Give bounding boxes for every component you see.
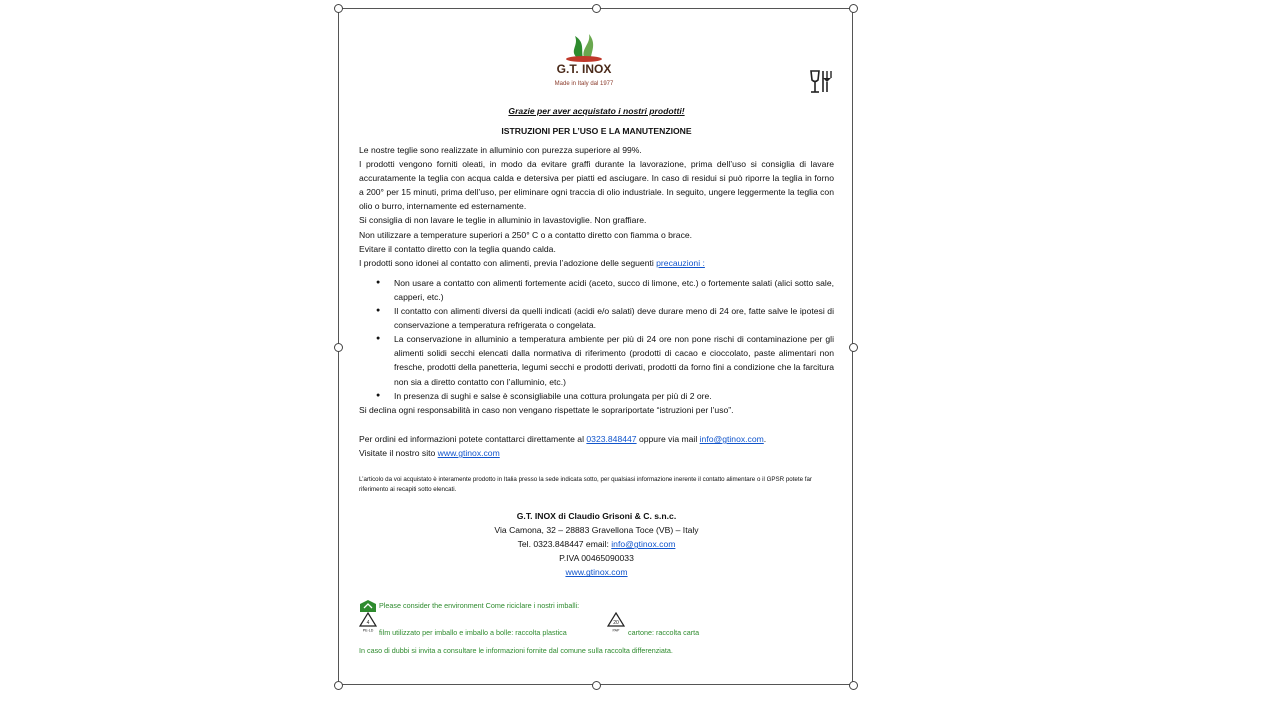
precautions-link: precauzioni : [656,257,705,268]
list-item: ● In presenza di sughi e salse è sconsigliabile una cottura prolungata per più di 2 ore. [394,389,834,403]
company-name: G.T. INOX di Claudio Grisoni & C. s.n.c. [516,511,677,521]
food-contact-icon [807,68,835,96]
eco-truck-icon [359,599,377,613]
resize-handle-top-right[interactable] [849,4,858,13]
recycling-header: Please consider the environment Come riciclare i nostri imballi: [359,599,834,613]
company-logo [539,30,629,90]
recycle-pe-ld-icon [359,612,377,632]
recycle-pap-icon [607,612,625,632]
website-link[interactable]: www.gtinox.com [437,448,500,459]
paragraph: Le nostre teglie sono realizzate in alluminio con purezza superiore al 99%. [359,145,642,155]
company-address: Via Camona, 32 – 28883 Gravellona Toce (VB) – Italy [494,525,699,536]
precautions-list [359,276,834,403]
phone-link[interactable]: 0323.848447 [586,434,637,444]
list-item: ● La conservazione in alluminio a temperatura ambiente per più di 24 ore non pone rischi di contaminazione per gli alimenti solidi secchi elencati dalla normativa di riferimento (prodotti di cacao e cioccolato, paste alimentari non fresche, prodotti della panetteria, legumi secchi e prodotti derivati, prodotti da forno fini a condizione che la farcitura non sia a diretto contatto con l’alluminio, etc.) [394,332,834,388]
contact-info: Per ordini ed informazioni potete contattarci direttamente al 0323.848447 oppure via mail info@gtinox.com. Visitate il nostro sito www.gtinox.com [359,434,767,459]
list-item: ● Non usare a contatto con alimenti fortemente acidi (aceto, succo di limone, etc.) o fortemente salati (alici sotto sale, capperi, etc.) [394,276,834,304]
resize-handle-middle-right[interactable] [849,343,858,352]
list-item: ● Il contatto con alimenti diversi da quelli indicati (acidi e/o salati) deve durare meno di 24 ore, fatte salve le ipotesi di conservazione a temperatura refrigerata o congelata. [394,304,834,332]
recycling-footer: In caso di dubbi si invita a consultare le informazioni fornite dal comune sulla raccolta differenziata. [359,646,673,655]
thanks-title: Grazie per aver acquistato i nostri prodotti! [508,106,685,116]
svg-text:4: 4 [366,620,370,626]
disclaimer: Si declina ogni responsabilità in caso non vengano rispettate le soprariportate “istruzioni per l’uso”. [359,404,734,415]
resize-handle-top-left[interactable] [334,4,343,13]
gpsr-note: L’articolo da voi acquistato è interamente prodotto in Italia presso la sede indicata sotto, per qualsiasi informazione inerente il contatto alimentare o il GPSR potete far riferimento ai recapiti sotto elencati. [359,476,812,493]
logo-tagline: Made in Italy dal 1977 [554,81,614,87]
paragraph: Non utilizzare a temperature superiori a 250° C o a contatto diretto con fiamma o brace. [359,229,693,240]
resize-handle-bottom-center[interactable] [592,681,601,690]
instructions-body [359,143,834,417]
pe-ld-text: film utilizzato per imballo e imballo a bolle: raccolta plastica [379,628,567,637]
resize-handle-bottom-left[interactable] [334,681,343,690]
resize-handle-top-center[interactable] [592,4,601,13]
instructions-title: ISTRUZIONI PER L’USO E LA MANUTENZIONE [501,126,692,136]
resize-handle-middle-left[interactable] [334,343,343,352]
flame-logo-icon [539,30,629,62]
paragraph: I prodotti vengono forniti oleati, in modo da evitare graffi durante la lavorazione, prima dell’uso si consiglia di lavare accuratamente la teglia con acqua calda e detersiva per piatti ed asciugare. In caso di residui si può riporre la teglia in forno a 200° per 15 minuti, prima dell’uso, per eliminare ogni traccia di olio industriale. In seguito, ungere leggermente la teglia con olio o burro, internamente ed esternamente. [359,159,834,212]
pap-text: cartone: raccolta carta [628,628,700,637]
company-email-link[interactable]: info@gtinox.com [611,539,676,550]
precautions-intro: I prodotti sono idonei al contatto con alimenti, previa l’adozione delle seguenti precauzioni : [359,257,705,268]
pe-ld-code: PE-LD [362,628,374,632]
paragraph: Evitare il contatto diretto con la teglia quando calda. [359,243,556,254]
resize-handle-bottom-right[interactable] [849,681,858,690]
email-link[interactable]: info@gtinox.com [699,434,764,444]
company-block: G.T. INOX di Claudio Grisoni & C. s.n.c. Via Camona, 32 – 28883 Gravellona Toce (VB) – Italy Tel. 0323.848447 email: info@gtinox.com P.IVA 00465090033 www.gtinox.com [359,509,834,579]
company-website-link[interactable]: www.gtinox.com [565,567,628,578]
logo-brand-text: G.T. INOX [556,62,612,76]
svg-text:20: 20 [613,620,619,626]
company-vat: P.IVA 00465090033 [559,553,634,564]
pap-code: PAP [612,628,620,632]
paragraph: Si consiglia di non lavare le teglie in alluminio in lavastoviglie. Non graffiare. [359,215,647,226]
